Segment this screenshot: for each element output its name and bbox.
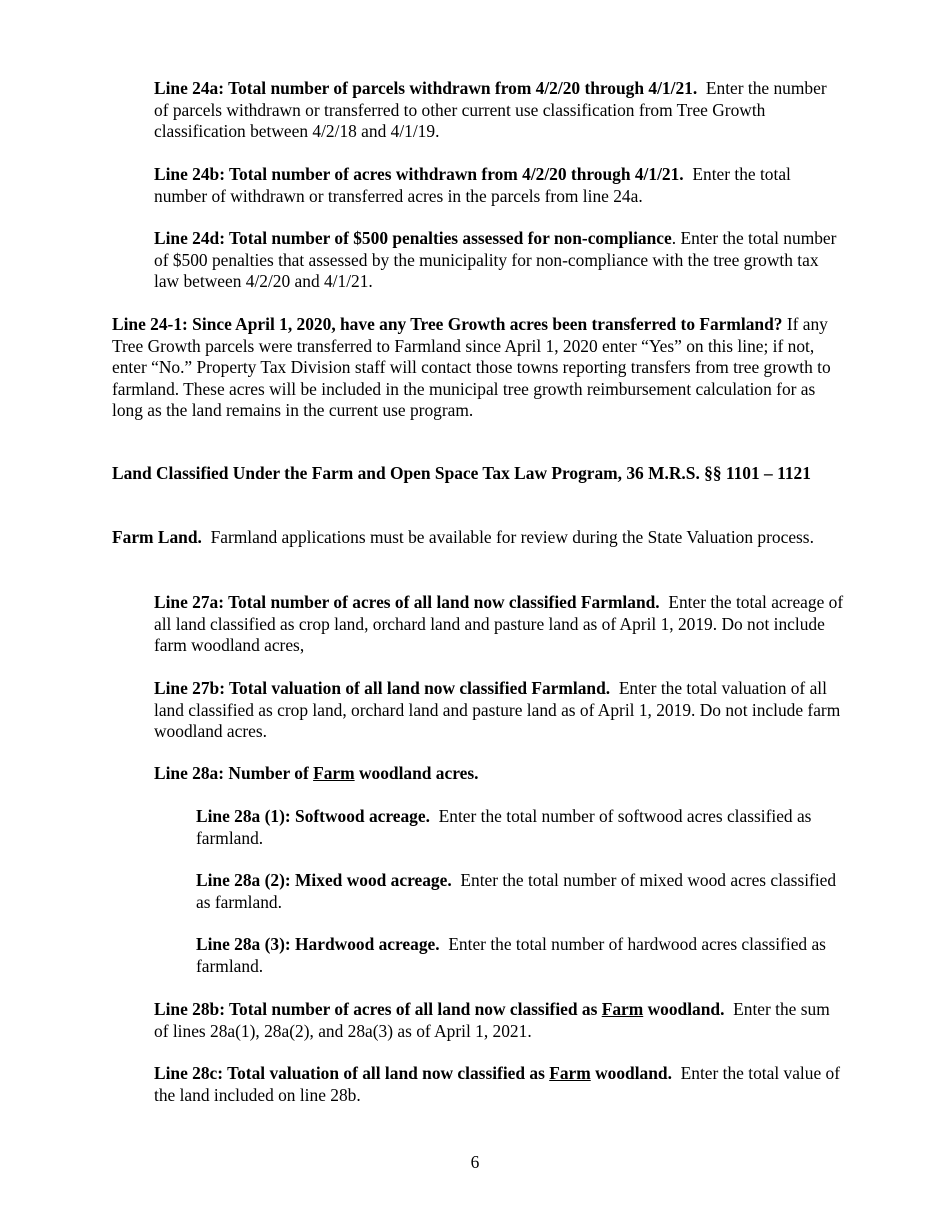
line-28b-heading — [154, 999, 724, 1019]
line-24-1-paragraph — [112, 314, 847, 422]
line-24d-body: . Enter the total number of $500 penalties that assessed by the municipality for non-compliance with the tree growth tax law between 4/2/20 and 4/1/21. — [154, 228, 837, 291]
line-28a2-body: Enter the total number of mixed wood acres classified as farmland. — [196, 870, 837, 912]
line-28c-paragraph — [154, 1063, 844, 1106]
line-28b-heading-post: woodland. — [643, 999, 725, 1019]
farm-land-paragraph — [112, 527, 847, 549]
line-24d-paragraph — [154, 228, 844, 293]
line-28a1-body: Enter the total number of softwood acres classified as farmland. — [196, 806, 812, 848]
section-heading-text: Land Classified Under the Farm and Open Space Tax Law Program, 36 M.R.S. §§ 1101 – 1121 — [112, 463, 811, 483]
line-28c-heading-underlined: Farm — [549, 1063, 591, 1083]
line-28c-body: Enter the total value of the land included on line 28b. — [154, 1063, 840, 1105]
line-28b-heading-underlined: Farm — [601, 999, 644, 1019]
line-28a3-paragraph — [196, 934, 846, 977]
line-28c-heading-post: woodland. — [590, 1063, 672, 1083]
line-24b-heading: Line 24b: Total number of acres withdrawn from 4/2/20 through 4/1/21. — [154, 164, 684, 184]
line-28a2-paragraph — [196, 870, 846, 913]
line-27b-paragraph — [154, 678, 844, 743]
page-number: 6 — [470, 1152, 480, 1172]
line-27a-heading: Line 27a: Total number of acres of all land now classified Farmland. — [154, 592, 660, 612]
line-28a-heading-underlined: Farm — [313, 763, 355, 783]
line-24a-body: Enter the number of parcels withdrawn or transferred to other current use classification from Tree Growth classification between 4/2/18 and 4/1/19. — [154, 78, 827, 141]
line-28b-body: Enter the sum of lines 28a(1), 28a(2), and 28a(3) as of April 1, 2021. — [154, 999, 830, 1041]
farm-land-body: Farmland applications must be available for review during the State Valuation process. — [210, 527, 814, 547]
farm-land-heading: Farm Land. — [112, 527, 202, 547]
line-28b-paragraph — [154, 999, 844, 1042]
line-24b-body: Enter the total number of withdrawn or transferred acres in the parcels from line 24a. — [154, 164, 791, 206]
line-24a-heading: Line 24a: Total number of parcels withdrawn from 4/2/20 through 4/1/21. — [154, 78, 698, 98]
line-27b-heading: Line 27b: Total valuation of all land now classified Farmland. — [154, 678, 611, 698]
line-24d-heading: Line 24d: Total number of $500 penalties assessed for non-compliance — [154, 228, 672, 248]
line-24a-paragraph — [154, 78, 844, 143]
line-27a-paragraph — [154, 592, 844, 657]
line-28c-heading-pre: Line 28c: Total valuation of all land now classified as — [154, 1063, 550, 1083]
line-28c-heading — [154, 1063, 672, 1083]
line-24-1-body: If any Tree Growth parcels were transferred to Farmland since April 1, 2020 enter “Yes” on this line; if not, enter “No.” Property Tax Division staff will contact those towns reporting transfers from tree growth to farmland. These acres will be included in the municipal tree growth reimbursement calculation for as long as the land remains in the current use program. — [112, 314, 831, 420]
line-27a-body: Enter the total acreage of all land classified as crop land, orchard land and pasture land as of April 1, 2019. Do not include farm woodland acres, — [154, 592, 844, 655]
line-28a-paragraph — [154, 763, 844, 785]
line-28a3-body: Enter the total number of hardwood acres classified as farmland. — [196, 934, 826, 976]
line-28a-heading — [154, 763, 478, 783]
line-28a1-heading: Line 28a (1): Softwood acreage. — [196, 806, 430, 826]
line-28a-heading-post: woodland acres. — [354, 763, 479, 783]
line-28a3-heading: Line 28a (3): Hardwood acreage. — [196, 934, 440, 954]
line-24b-paragraph — [154, 164, 844, 207]
line-27b-body: Enter the total valuation of all land classified as crop land, orchard land and pasture land as of April 1, 2019. Do not include farm woodland acres. — [154, 678, 841, 741]
line-28b-heading-pre: Line 28b: Total number of acres of all land now classified as — [154, 999, 602, 1019]
line-24-1-heading: Line 24-1: Since April 1, 2020, have any Tree Growth acres been transferred to Farmland? — [112, 314, 783, 334]
section-heading — [112, 463, 847, 485]
line-28a2-heading: Line 28a (2): Mixed wood acreage. — [196, 870, 452, 890]
line-28a1-paragraph — [196, 806, 846, 849]
line-28a-heading-pre: Line 28a: Number of — [154, 763, 314, 783]
